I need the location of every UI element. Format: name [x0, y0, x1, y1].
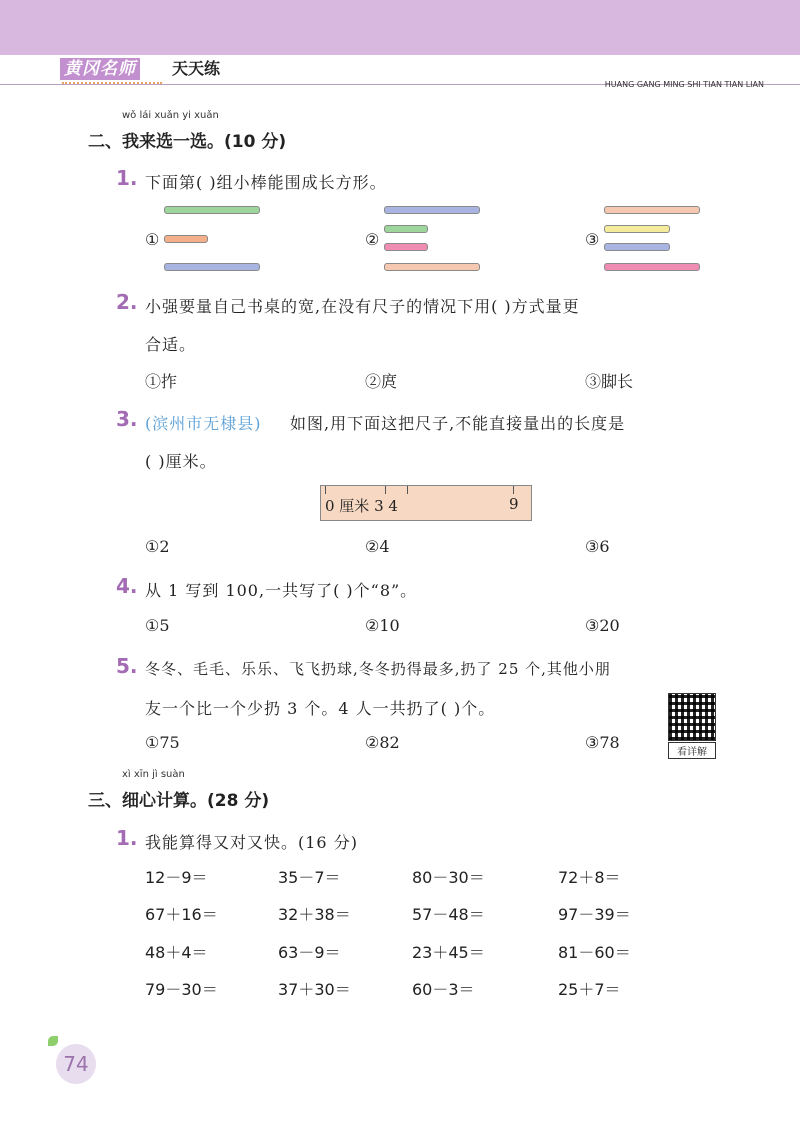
stick: [384, 243, 428, 251]
option: ①2: [145, 537, 170, 556]
option: ③78: [585, 733, 620, 752]
section2-title: 二、我来选一选。(10 分): [88, 132, 287, 152]
expression: 48＋4＝: [145, 943, 208, 962]
question-number: 3.: [116, 407, 138, 431]
option: ②10: [365, 616, 400, 635]
option: ③脚长: [585, 372, 634, 391]
question-number: 2.: [116, 290, 138, 314]
page-number: 74: [56, 1044, 96, 1084]
qr-label[interactable]: 看详解: [668, 742, 716, 759]
question-text: 小强要量自己书桌的宽,在没有尺子的情况下用( )方式量更: [145, 297, 580, 316]
leaf-icon: [48, 1036, 58, 1046]
expression: 63－9＝: [278, 943, 341, 962]
stick: [164, 235, 208, 243]
expression: 23＋45＝: [412, 943, 485, 962]
option: ①75: [145, 733, 180, 752]
expression: 12－9＝: [145, 868, 208, 887]
stick: [384, 263, 480, 271]
expression: 67＋16＝: [145, 905, 218, 924]
header-brand-en: HUANG GANG MING SHI TIAN TIAN LIAN: [604, 80, 764, 89]
section3-pinyin: xì xīn jì suàn: [122, 769, 185, 780]
ruler-figure: [320, 485, 532, 521]
expression: 80－30＝: [412, 868, 485, 887]
question-text: 友一个比一个少扔 3 个。4 人一共扔了( )个。: [145, 699, 496, 718]
question-text: 合适。: [145, 335, 197, 354]
option-label: ③: [585, 230, 600, 249]
question-number: 5.: [116, 654, 138, 678]
option: ③20: [585, 616, 620, 635]
qr-code-icon[interactable]: [668, 693, 716, 741]
stick: [384, 206, 480, 214]
stick: [384, 225, 428, 233]
expression: 37＋30＝: [278, 980, 351, 999]
header-band: [0, 0, 800, 55]
expression: 97－39＝: [558, 905, 631, 924]
stick: [164, 263, 260, 271]
section3-title: 三、细心计算。(28 分): [88, 791, 270, 811]
question-text: 如图,用下面这把尺子,不能直接量出的长度是: [290, 414, 626, 433]
question-text: 下面第( )组小棒能围成长方形。: [145, 173, 387, 192]
expression: 32＋38＝: [278, 905, 351, 924]
header-subtitle: 天天练: [172, 59, 221, 78]
question-source: (滨州市无棣县): [145, 414, 262, 433]
stick: [604, 243, 670, 251]
option-label: ②: [365, 230, 380, 249]
option: ③6: [585, 537, 610, 556]
stick: [604, 206, 700, 214]
stick: [164, 206, 260, 214]
option-label: ①: [145, 230, 160, 249]
question-text: 从 1 写到 100,一共写了( )个“8”。: [145, 581, 418, 600]
question-number: 1.: [116, 166, 138, 190]
option: ②4: [365, 537, 390, 556]
question-text: 我能算得又对又快。(16 分): [145, 833, 358, 852]
stick: [604, 225, 670, 233]
expression: 79－30＝: [145, 980, 218, 999]
expression: 81－60＝: [558, 943, 631, 962]
question-text: 冬冬、毛毛、乐乐、飞飞扔球,冬冬扔得最多,扔了 25 个,其他小朋: [145, 660, 611, 678]
expression: 57－48＝: [412, 905, 485, 924]
expression: 35－7＝: [278, 868, 341, 887]
brand-logo: 黄冈名师: [60, 58, 140, 80]
option: ①拃: [145, 372, 178, 391]
question-text: ( )厘米。: [145, 452, 217, 471]
expression: 60－3＝: [412, 980, 475, 999]
section2-pinyin: wǒ lái xuǎn yi xuǎn: [122, 110, 219, 121]
option: ①5: [145, 616, 170, 635]
option: ②庹: [365, 372, 398, 391]
option: ②82: [365, 733, 400, 752]
ruler-labels: 0 厘米 3 4: [325, 497, 398, 515]
question-number: 1.: [116, 826, 138, 850]
ruler-end-label: 9: [509, 495, 519, 513]
expression: 25＋7＝: [558, 980, 621, 999]
stick: [604, 263, 700, 271]
expression: 72＋8＝: [558, 868, 621, 887]
question-number: 4.: [116, 574, 138, 598]
